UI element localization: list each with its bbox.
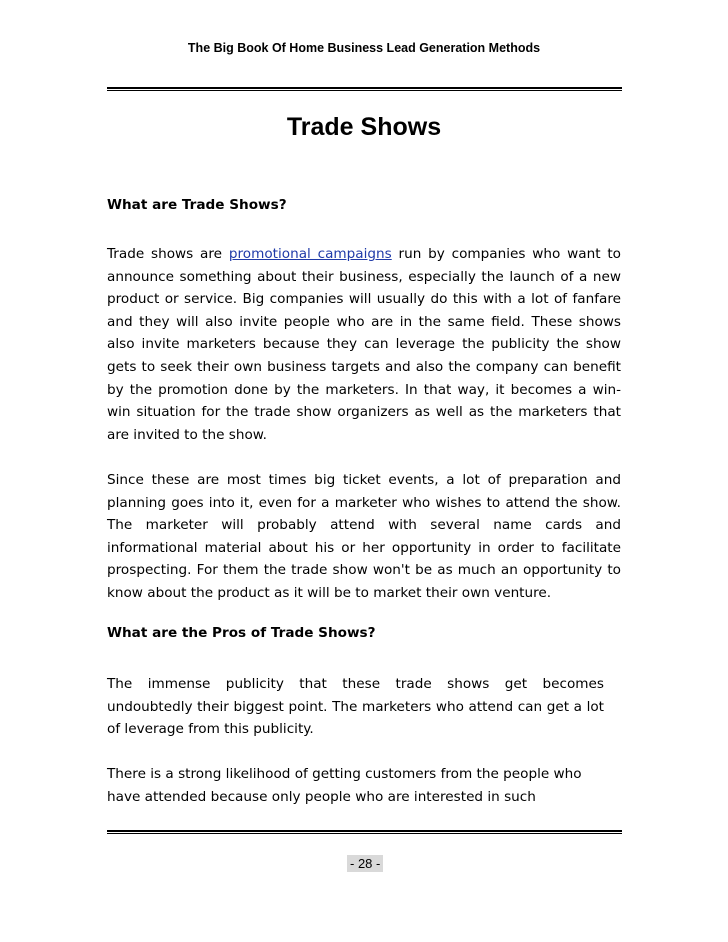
paragraph-text-after-link: run by companies who want to announce something about their business, especially the launch of a new product or service. Big companies will usually do this with a lot of fanfare and they will also invite people who are in the same field. These shows also invite marketers because they can leverage the publicity the show gets to seek their own business targets and also the company can benefit by the promotion done by the marketers. In that way, it becomes a win-win situation for the trade show organizers as well as the marketers that are invited to the show.: [107, 246, 621, 443]
paragraph-trade-shows-intro: [107, 243, 621, 446]
running-header: The Big Book Of Home Business Lead Generation Methods: [187, 41, 541, 55]
paragraph-big-ticket-events: Since these are most times big ticket events, a lot of preparation and planning goes into it, even for a marketer who wishes to attend the show. The marketer will probably attend with several name cards and informational material about his or her opportunity in order to facilitate prospecting. For them the trade show won't be as much an opportunity to know about the product as it will be to market their own venture.: [107, 472, 621, 601]
promotional-campaigns-link[interactable]: promotional campaigns: [228, 246, 392, 262]
section-heading-pros-of-trade-shows: What are the Pros of Trade Shows?: [107, 625, 376, 641]
page-title: Trade Shows: [286, 113, 442, 141]
page-number: - 28 -: [347, 855, 383, 872]
paragraph-immense-publicity: The immense publicity that these trade shows get becomes undoubtedly their biggest point. The marketers who attend can get a lot of leverage from this publicity.: [107, 676, 604, 738]
paragraph-text-before-link: Trade shows are: [107, 246, 229, 262]
paragraph-strong-likelihood: There is a strong likelihood of getting customers from the people who have attended because only people who are interested in such: [107, 766, 582, 805]
footer-rule: [107, 830, 622, 834]
header-rule: [107, 87, 622, 91]
section-heading-what-are-trade-shows: What are Trade Shows?: [107, 197, 287, 213]
